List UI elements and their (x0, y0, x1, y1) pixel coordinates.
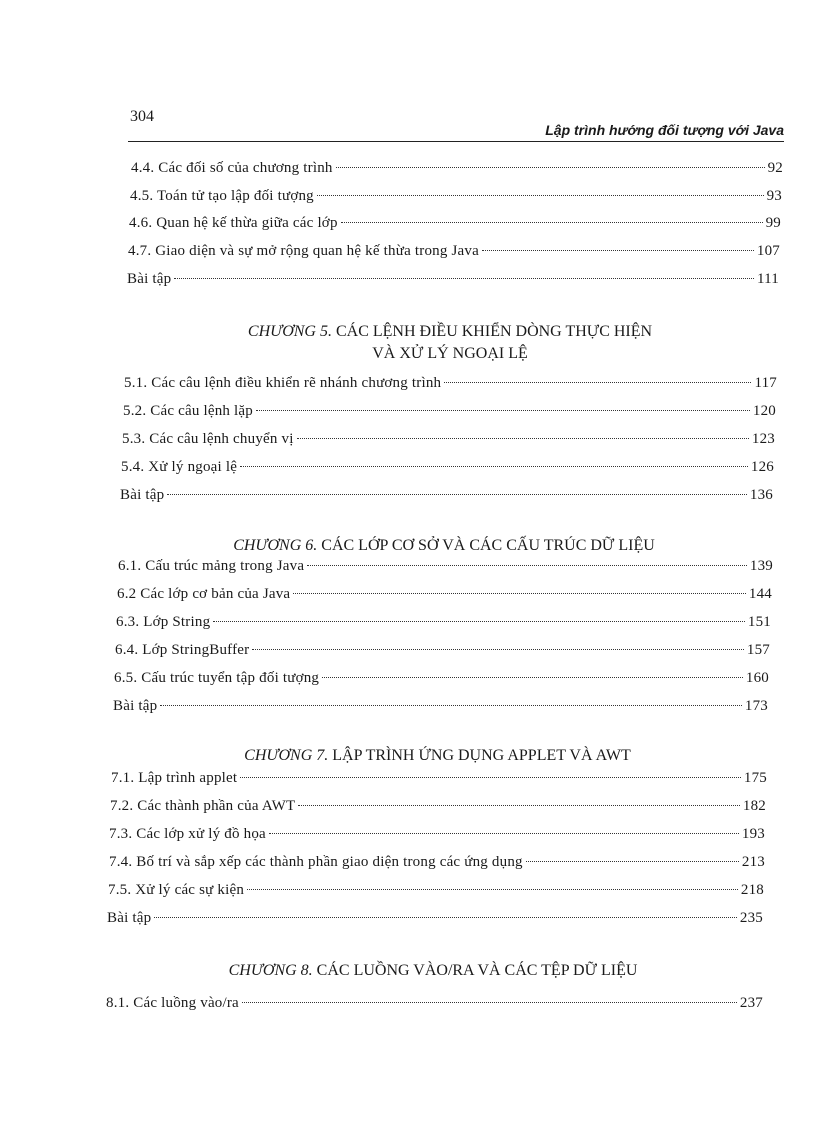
leader-dots (160, 705, 742, 706)
toc-entry (111, 770, 767, 787)
toc-entry-page: 173 (744, 698, 768, 714)
toc-entry-label: 6.3. Lớp String (116, 614, 211, 630)
leader-dots (293, 593, 746, 594)
toc-entry-page: 136 (749, 487, 773, 503)
chapter-title: LẬP TRÌNH ỨNG DỤNG APPLET VÀ AWT (332, 747, 631, 764)
toc-entry (107, 910, 763, 927)
toc-entry-page: 93 (766, 188, 782, 204)
toc-entry-label: 4.7. Giao diện và sự mở rộng quan hệ kế thừa trong Java (128, 243, 479, 259)
toc-entry-page: 193 (741, 826, 765, 842)
chapter-title: CÁC LỆNH ĐIỀU KHIỂN DÒNG THỰC HIỆN (335, 323, 653, 340)
chapter-title-line (118, 535, 770, 557)
toc-entry (131, 160, 783, 177)
page-number: 304 (130, 108, 154, 125)
leader-dots (252, 649, 744, 650)
toc-entry-label: 5.3. Các câu lệnh chuyển vị (122, 431, 294, 447)
toc-entry (122, 431, 775, 448)
toc-entry-page: 235 (739, 910, 763, 926)
toc-entry-label: Bài tập (113, 698, 158, 714)
toc-entry-page: 144 (748, 586, 772, 602)
leader-dots (240, 466, 748, 467)
chapter-title-line2: VÀ XỬ LÝ NGOẠI LỆ (372, 345, 528, 362)
toc-entry (118, 558, 773, 575)
toc-entry-page: 175 (743, 770, 767, 786)
toc-entry (110, 798, 766, 815)
chapter-title: CÁC LUỒNG VÀO/RA VÀ CÁC TỆP DỮ LIỆU (316, 962, 638, 979)
toc-entry-page: 213 (741, 854, 765, 870)
chapter-label: CHƯƠNG 5. (247, 323, 332, 340)
header-rule (128, 141, 784, 142)
toc-entry (117, 586, 772, 603)
chapter-heading (118, 535, 770, 557)
toc-entry (124, 375, 777, 392)
chapter-title-line (104, 960, 762, 982)
leader-dots (213, 621, 745, 622)
leader-dots (444, 382, 751, 383)
toc-entry-page: 99 (765, 215, 781, 231)
toc-entry-label: 7.5. Xử lý các sự kiện (108, 882, 245, 898)
toc-entry (114, 670, 769, 687)
leader-dots (307, 565, 747, 566)
chapter-heading (125, 321, 775, 365)
page-header (128, 108, 784, 142)
toc-entry-page: 139 (749, 558, 773, 574)
toc-entry (128, 243, 780, 260)
toc-entry (127, 271, 779, 288)
chapter-label: CHƯƠNG 6. (233, 537, 318, 554)
toc-entry-page: 92 (767, 160, 783, 176)
toc-entry (120, 487, 773, 504)
running-title: Lập trình hướng đối tượng với Java (545, 122, 784, 138)
leader-dots (341, 222, 763, 223)
toc-entry-page: 157 (746, 642, 770, 658)
toc-entry (109, 826, 765, 843)
leader-dots (242, 1002, 737, 1003)
chapter-title-line (110, 745, 765, 767)
chapter-label: CHƯƠNG 8. (228, 962, 313, 979)
toc-entry-label: 6.1. Cấu trúc mảng trong Java (118, 558, 305, 574)
toc-entry-label: 7.4. Bố trí và sắp xếp các thành phần giao diện trong các ứng dụng (109, 854, 523, 870)
leader-dots (256, 410, 750, 411)
toc-entry-label: 4.4. Các đối số của chương trình (131, 160, 333, 176)
toc-entry (130, 188, 782, 205)
toc-entry-label: Bài tập (107, 910, 152, 926)
leader-dots (482, 250, 754, 251)
toc-entry-page: 107 (756, 243, 780, 259)
chapter-title: CÁC LỚP CƠ SỞ VÀ CÁC CẤU TRÚC DỮ LIỆU (321, 537, 655, 554)
leader-dots (174, 278, 754, 279)
leader-dots (322, 677, 743, 678)
toc-entry-page: 117 (754, 375, 777, 391)
leader-dots (297, 438, 749, 439)
toc-entry-page: 126 (750, 459, 774, 475)
toc-entry-label: 5.4. Xử lý ngoại lệ (121, 459, 238, 475)
toc-entry (121, 459, 774, 476)
chapter-heading (104, 960, 762, 982)
leader-dots (526, 861, 739, 862)
toc-entry (116, 614, 771, 631)
toc-entry-label: 8.1. Các luồng vào/ra (106, 995, 239, 1011)
leader-dots (317, 195, 764, 196)
toc-entry (113, 698, 768, 715)
toc-entry (123, 403, 776, 420)
toc-entry-page: 218 (740, 882, 764, 898)
toc-entry-page: 182 (742, 798, 766, 814)
leader-dots (240, 777, 741, 778)
leader-dots (298, 805, 739, 806)
toc-entry (115, 642, 770, 659)
toc-entry-page: 151 (747, 614, 771, 630)
leader-dots (154, 917, 737, 918)
toc-entry-label: 6.4. Lớp StringBuffer (115, 642, 250, 658)
toc-entry-label: 4.6. Quan hệ kế thừa giữa các lớp (129, 215, 338, 231)
chapter-label: CHƯƠNG 7. (244, 747, 329, 764)
chapter-title-line (125, 321, 775, 343)
leader-dots (336, 167, 765, 168)
toc-entry-label: 7.2. Các thành phần của AWT (110, 798, 296, 814)
leader-dots (247, 889, 738, 890)
leader-dots (167, 494, 747, 495)
toc-entry (108, 882, 764, 899)
toc-entry (109, 854, 765, 871)
toc-entry-page: 111 (757, 271, 779, 287)
toc-entry-label: 4.5. Toán tử tạo lập đối tượng (130, 188, 314, 204)
toc-entry-label: Bài tập (127, 271, 172, 287)
toc-entry (106, 995, 763, 1012)
toc-entry-label: Bài tập (120, 487, 165, 503)
toc-entry-page: 120 (752, 403, 776, 419)
toc-entry-label: 7.3. Các lớp xử lý đồ họa (109, 826, 266, 842)
toc-entry-label: 5.1. Các câu lệnh điều khiển rẽ nhánh chương trình (124, 375, 442, 391)
toc-entry-page: 160 (745, 670, 769, 686)
toc-entry-label: 5.2. Các câu lệnh lặp (123, 403, 253, 419)
chapter-heading (110, 745, 765, 767)
toc-entry-page: 123 (751, 431, 775, 447)
toc-entry-label: 7.1. Lập trình applet (111, 770, 238, 786)
toc-entry-page: 237 (739, 995, 763, 1011)
leader-dots (269, 833, 739, 834)
toc-entry-label: 6.2 Các lớp cơ bản của Java (117, 586, 291, 602)
toc-entry-label: 6.5. Cấu trúc tuyển tập đối tượng (114, 670, 320, 686)
toc-entry (129, 215, 781, 232)
